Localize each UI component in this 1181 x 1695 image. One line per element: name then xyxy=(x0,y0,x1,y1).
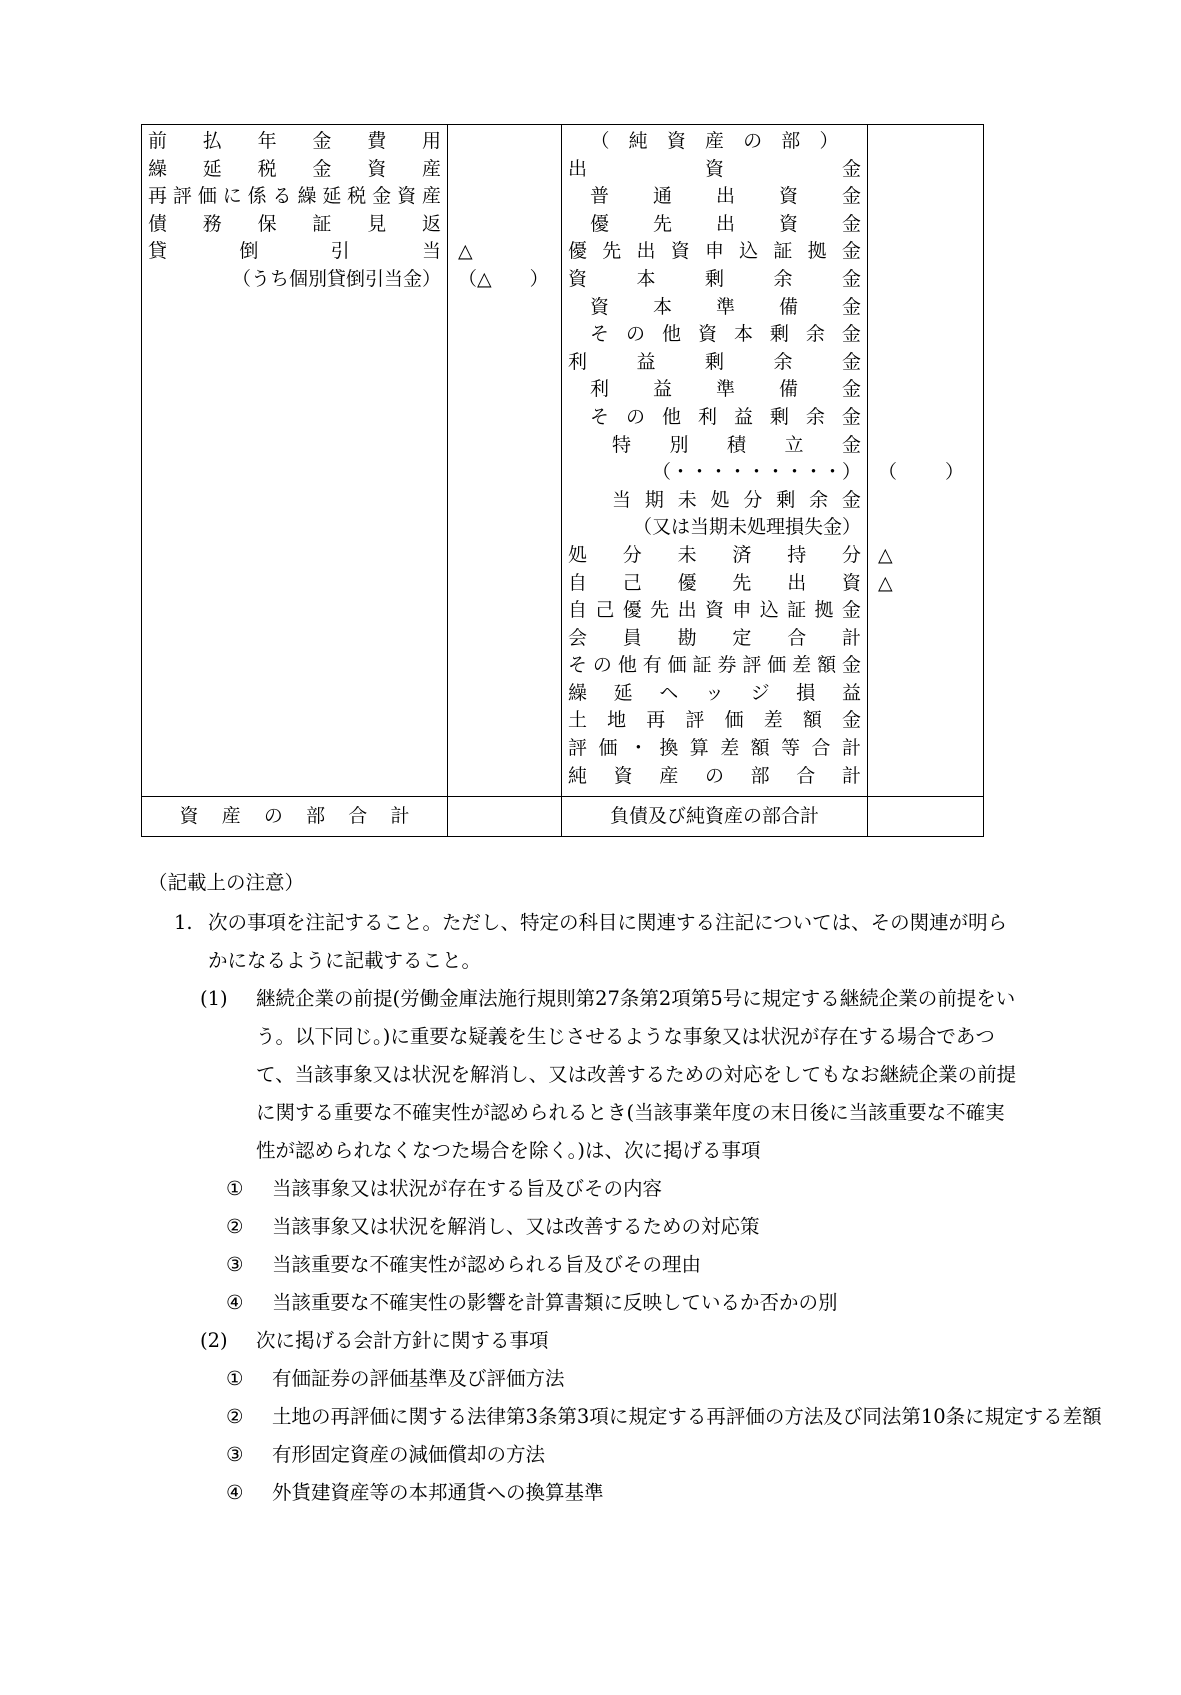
table-body-row xyxy=(142,125,984,797)
assets-amount-cell xyxy=(448,125,562,797)
account-line: 自 己 優 先 出 資 申 込 証 拠 金 xyxy=(568,599,861,622)
account-line: 土 地 再 評 価 差 額 金 xyxy=(568,709,861,732)
account-amount xyxy=(878,211,977,239)
account-amount xyxy=(878,707,977,735)
note-item-level-3 xyxy=(226,1170,1018,1208)
account-line: 貸 倒 引 当 xyxy=(148,240,441,263)
account-line: そ の 他 有 価 証 券 評 価 差 額 金 xyxy=(568,654,861,677)
total-assets-amount xyxy=(458,801,555,831)
note-item-level-1 xyxy=(174,904,1018,980)
notes-title: （記載上の注意） xyxy=(148,871,305,894)
net-assets-amount-cell xyxy=(868,125,984,797)
total-assets-label-cell xyxy=(142,797,448,837)
account-line: 利 益 剰 余 金 xyxy=(568,350,861,373)
account-amount xyxy=(878,514,977,542)
account-amount xyxy=(878,156,977,184)
balance-sheet-table xyxy=(141,124,984,837)
total-liabilities-equity-label-cell xyxy=(562,797,868,837)
net-assets-account-list xyxy=(562,125,867,796)
account-line: 純 資 産 の 部 合 計 xyxy=(568,764,861,787)
note-item-level-3 xyxy=(226,1284,1018,1322)
assets-amount-list xyxy=(448,125,561,300)
account-line: 当 期 未 処 分 剰 余 金 xyxy=(612,488,861,511)
account-amount: △ xyxy=(458,240,473,263)
notes-body xyxy=(148,904,1102,1512)
note-marker: ④ xyxy=(226,1291,244,1314)
account-amount xyxy=(878,294,977,322)
account-amount xyxy=(878,735,977,763)
total-liabilities-equity-amount-cell xyxy=(868,797,984,837)
account-amount xyxy=(878,763,977,791)
note-marker: ① xyxy=(226,1177,244,1200)
account-amount xyxy=(458,128,555,156)
account-amount xyxy=(458,211,555,239)
account-amount xyxy=(878,238,977,266)
account-line: （うち個別貸倒引当金） xyxy=(231,267,441,290)
note-marker: (1) xyxy=(200,987,228,1010)
total-liabilities-equity-amount-wrap xyxy=(868,797,983,836)
account-amount xyxy=(878,680,977,708)
account-amount xyxy=(878,597,977,625)
account-amount xyxy=(878,349,977,377)
account-amount: （△ ） xyxy=(458,267,549,290)
total-assets-label-text: 資 産 の 部 合 計 xyxy=(179,805,410,828)
note-item-level-3 xyxy=(226,1474,1018,1512)
note-text: 次に掲げる会計方針に関する事項 xyxy=(256,1329,549,1352)
note-marker: ④ xyxy=(226,1481,244,1504)
note-marker: ② xyxy=(226,1215,244,1238)
note-item-level-3 xyxy=(226,1360,1018,1398)
account-amount xyxy=(878,487,977,515)
account-line: 債 務 保 証 見 返 xyxy=(148,212,441,235)
note-text: 当該事象又は状況を解消し、又は改善するための対応策 xyxy=(272,1215,760,1238)
note-item-level-3 xyxy=(226,1436,1018,1474)
account-line: 繰 延 ヘ ッ ジ 損 益 xyxy=(568,681,861,704)
account-line: そ の 他 資 本 剰 余 金 xyxy=(590,323,861,346)
assets-account-list xyxy=(142,125,447,300)
note-marker: (2) xyxy=(200,1329,228,1352)
note-marker: ② xyxy=(226,1405,244,1428)
note-item-level-2 xyxy=(200,980,1018,1170)
table-total-row xyxy=(142,797,984,837)
notes-section xyxy=(148,864,1102,1512)
account-line: 繰 延 税 金 資 産 xyxy=(148,157,441,180)
note-text: 当該重要な不確実性の影響を計算書類に反映しているか否かの別 xyxy=(272,1291,838,1314)
account-line: 処 分 未 済 持 分 xyxy=(568,543,861,566)
note-text: 当該重要な不確実性が認められる旨及びその理由 xyxy=(272,1253,702,1276)
account-line: （又は当期未処理損失金） xyxy=(632,516,861,539)
net-assets-amount-list xyxy=(868,125,983,796)
account-amount xyxy=(878,266,977,294)
account-amount xyxy=(878,321,977,349)
account-amount xyxy=(878,404,977,432)
account-line: 会 員 勘 定 合 計 xyxy=(568,626,861,649)
note-text: 当該事象又は状況が存在する旨及びその内容 xyxy=(272,1177,663,1200)
assets-label-cell xyxy=(142,125,448,797)
account-line: （・・・・・・・・・） xyxy=(651,461,861,484)
account-line: 資 本 準 備 金 xyxy=(590,295,861,318)
total-liabilities-equity-amount xyxy=(878,801,977,831)
total-assets-amount-cell xyxy=(448,797,562,837)
account-amount xyxy=(878,376,977,404)
total-assets-label-wrap xyxy=(142,797,447,836)
total-assets-label xyxy=(148,801,441,831)
account-amount xyxy=(458,156,555,184)
net-assets-section-header-amount xyxy=(878,128,977,156)
note-item-level-3 xyxy=(226,1208,1018,1246)
account-amount: △ xyxy=(878,543,893,566)
account-line: 資 本 剰 余 金 xyxy=(568,267,861,290)
account-line: そ の 他 利 益 剰 余 金 xyxy=(590,405,861,428)
total-assets-amount-wrap xyxy=(448,797,561,836)
account-line: 出 資 金 xyxy=(568,157,861,180)
account-amount xyxy=(458,183,555,211)
account-line: 優 先 出 資 申 込 証 拠 金 xyxy=(568,240,861,263)
note-item-level-2 xyxy=(200,1322,1018,1360)
note-marker: 1. xyxy=(174,911,193,934)
account-line: 評 価 ・ 換 算 差 額 等 合 計 xyxy=(568,737,861,760)
account-amount xyxy=(878,625,977,653)
account-line: 普 通 出 資 金 xyxy=(590,185,861,208)
note-text: 土地の再評価に関する法律第3条第3項に規定する再評価の方法及び同法第10条に規定する差額 xyxy=(272,1405,1102,1428)
note-text: 次の事項を注記すること。ただし、特定の科目に関連する注記については、その関連が明らかになるように記載すること。 xyxy=(208,911,1008,972)
account-amount xyxy=(878,652,977,680)
account-amount: （ ） xyxy=(878,461,964,484)
net-assets-section-header: （ 純 資 産 の 部 ） xyxy=(590,130,839,152)
account-line: 利 益 準 備 金 xyxy=(590,378,861,401)
total-liabilities-equity-label: 負債及び純資産の部合計 xyxy=(609,805,819,828)
account-line: 前 払 年 金 費 用 xyxy=(148,130,441,152)
note-marker: ① xyxy=(226,1367,244,1390)
note-item-level-3 xyxy=(226,1246,1018,1284)
net-assets-label-cell xyxy=(562,125,868,797)
note-text: 有形固定資産の減価償却の方法 xyxy=(272,1443,546,1466)
note-item-level-3 xyxy=(226,1398,1102,1436)
account-line: 優 先 出 資 金 xyxy=(590,212,861,235)
note-marker: ③ xyxy=(226,1443,244,1466)
note-text: 外貨建資産等の本邦通貨への換算基準 xyxy=(272,1481,604,1504)
account-amount: △ xyxy=(878,571,893,594)
account-amount xyxy=(878,183,977,211)
account-line: 再 評 価 に 係 る 繰 延 税 金 資 産 xyxy=(148,185,441,208)
note-text: 継続企業の前提(労働金庫法施行規則第27条第2項第5号に規定する継続企業の前提をいう。以下同じ。)に重要な疑義を生じさせるような事象又は状況が存在する場合であつて、当該事象又は状況を解消し、又は改善するための対応をしてもなお継続企業の前提に関する重要な不確実性が認められるとき(当該事業年度の末日後に当該重要な不確実性が認められなくなつた場合を除く。)は、次に掲げる事項 xyxy=(256,987,1017,1162)
account-line: 特 別 積 立 金 xyxy=(612,433,861,456)
account-line: 自 己 優 先 出 資 xyxy=(568,571,861,594)
note-text: 有価証券の評価基準及び評価方法 xyxy=(272,1367,565,1390)
note-marker: ③ xyxy=(226,1253,244,1276)
account-amount xyxy=(878,432,977,460)
total-liabilities-equity-label-wrap xyxy=(562,797,867,836)
